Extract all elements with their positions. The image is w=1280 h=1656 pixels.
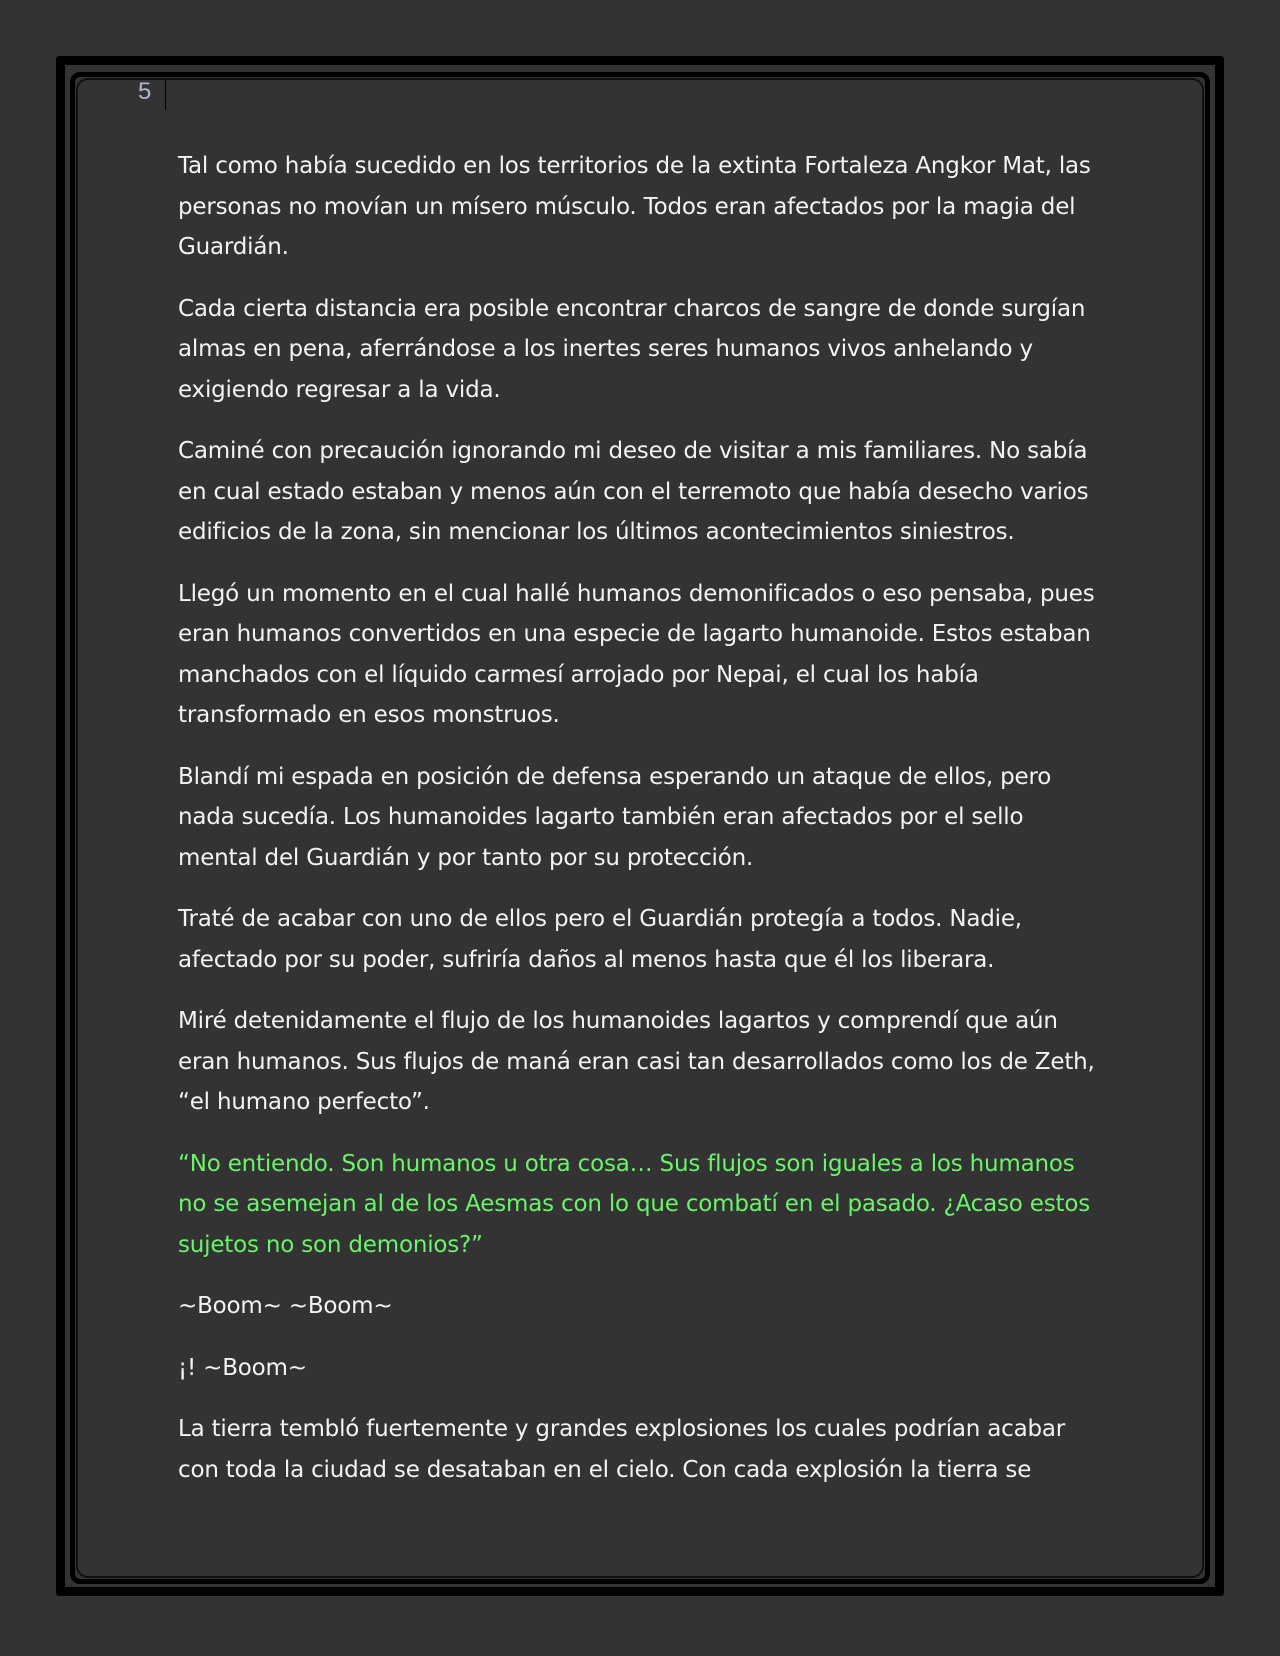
sound-effect-line: ~Boom~ ~Boom~ xyxy=(178,1293,393,1319)
page-content xyxy=(178,146,1108,1511)
page-number-divider xyxy=(165,78,166,110)
paragraph: Caminé con precaución ignorando mi deseo de visitar a mis familiares. No sabía en cual estado estaban y menos aún con el terremoto que había desecho varios edificios de la zona, sin mencionar los últimos acontecimientos siniestros. xyxy=(178,438,1089,545)
paragraph: Llegó un momento en el cual hallé humanos demonificados o eso pensaba, pues eran humanos convertidos en una especie de lagarto humanoide. Estos estaban manchados con el líquido carmesí arrojado por Nepai, el cual los había transformado en esos monstruos. xyxy=(178,580,1095,728)
paragraph: Traté de acabar con uno de ellos pero el Guardián protegía a todos. Nadie, afectado por su poder, sufriría daños al menos hasta que él los liberara. xyxy=(178,906,1022,973)
page-number: 5 xyxy=(138,78,152,105)
thought-paragraph: “No entiendo. Son humanos u otra cosa… Sus flujos son iguales a los humanos no se asemejan al de los Aesmas con lo que combatí en el pasado. ¿Acaso estos sujetos no son demonios?” xyxy=(178,1150,1090,1258)
paragraph: Blandí mi espada en posición de defensa esperando un ataque de ellos, pero nada sucedía. Los humanoides lagarto también eran afectados por el sello mental del Guardián y por tanto por su protección. xyxy=(178,763,1052,871)
paragraph: Cada cierta distancia era posible encontrar charcos de sangre de donde surgían almas en pena, aferrándose a los inertes seres humanos vivos anhelando y exigiendo regresar a la vida. xyxy=(178,295,1086,403)
paragraph: Miré detenidamente el flujo de los humanoides lagartos y comprendí que aún eran humanos. Sus flujos de maná eran casi tan desarrollados como los de Zeth, “el humano perfecto”. xyxy=(178,1008,1095,1115)
sound-effect-line: ¡! ~Boom~ xyxy=(178,1354,307,1381)
paragraph: La tierra tembló fuertemente y grandes explosiones los cuales podrían acabar con toda la ciudad se desataban en el cielo. Con cada explosión la tierra se xyxy=(178,1416,1066,1483)
paragraph: Tal como había sucedido en los territorios de la extinta Fortaleza Angkor Mat, las personas no movían un mísero músculo. Todos eran afectados por la magia del Guardián. xyxy=(178,153,1091,260)
